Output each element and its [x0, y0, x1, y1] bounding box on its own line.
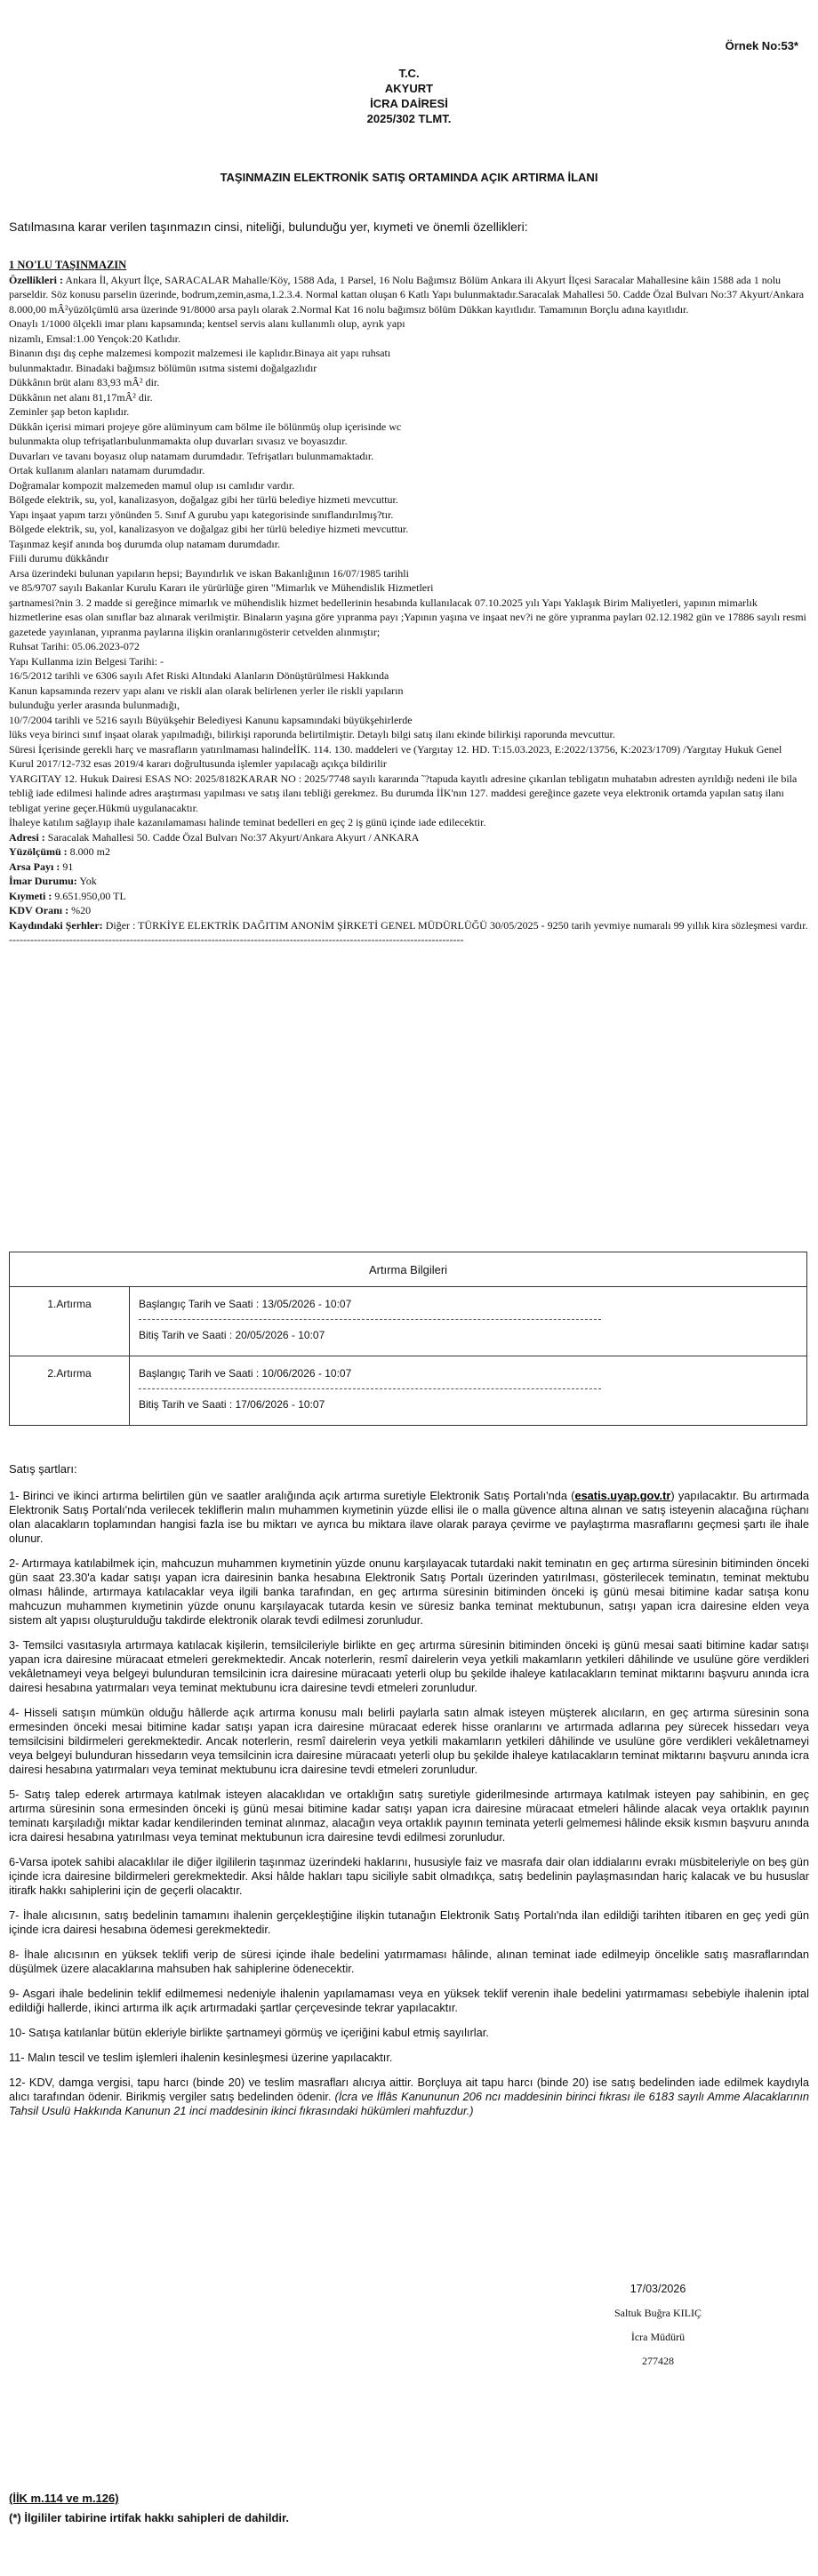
features-text: Ankara İl, Akyurt İlçe, SARACALAR Mahalle/Köy, 1588 Ada, 1 Parsel, 16 Nolu Bağımsız Bölüm Ankara ili Akyurt İlçesi Saracalar Mahallesine kâin 1588 ada 1 nolu parseldir. Söz konusu parselin üzerinde, bodrum,zemin,asma,1.2.3.4. Normal kattan oluşan 6 Katlı Yapı bulunmaktadır.Saracalak Mahallesi 50. Cadde Özal Bulvarı No:37 Akyurt/Ankara — [9, 273, 805, 300]
header-line: T.C. — [398, 67, 420, 80]
property-detail-line: İhaleye katılım sağlayıp ihale kazanılamaması halinde teminat bedelleri en geç 2 iş günü içinde iade edilecektir. — [9, 816, 486, 828]
law-reference: (İİK m.114 ve m.126) — [9, 2492, 119, 2505]
property-address — [9, 830, 809, 845]
condition-item: 2- Artırmaya katılabilmek için, mahcuzun muhammen kıymetinin yüzde onunu karşılayacak tutardaki nakit teminatın en geç artırma süresinin bitiminden önceki gün saat 23.30'a kadar satışı yapan icra dairesinin banka hesabına Elektronik Satış Portalı üzerinden yatırılması, gösterilecek teminatın, teminat mektubu olması hâlinde, artırmaya katılacaklar veya ilgili banka tarafından, en geç artırma süresinin bitiminden önceki iş günü mesai bitimine kadar satışa konu mahcuzun muhammen kıymetinin yüzde onunu karşılayacak tutarda kesin ve süresiz banka teminat mektubunun, satışı yapan icra dairesine elden veya sistem alt yapısı oluşturulduğu takdirde elektronik olarak tevdi edilmesi zorunludur. — [9, 1556, 809, 1627]
condition-item: 6-Varsa ipotek sahibi alacaklılar ile diğer ilgililerin taşınmaz üzerindeki haklarını, hususiyle faiz ve masrafa dair olan iddialarını evrakı müsbiteleriyle on beş gün içinde icra dairesine bildirmeleri gerekmektedir. Aksi hâlde hakları tapu siciliyle sabit olmadıkça, satış bedelinin paylaşmasından hariç kalacak ve bu hususlar itirafk hakkı sahiplerini için de geçerli olacaktır. — [9, 1855, 809, 1897]
signer-name: Saltuk Buğra KILIÇ — [614, 2307, 702, 2319]
property-share — [9, 860, 809, 875]
property-detail-line: Ortak kullanım alanları natamam durumdadır. — [9, 464, 205, 476]
property-detail-line: Kanun kapsamında rezerv yapı alanı ve riskli alan olarak belirlenen yerler ile riskli yapıların — [9, 684, 404, 697]
sample-number: Örnek No:53* — [725, 39, 798, 52]
footer-notes — [9, 2489, 289, 2528]
condition-item: 8- İhale alıcısının en yüksek teklifi verip de süresi içinde ihale bedelini yatırmaması hâlinde, alınan teminat iade edilmeyip öncelikle satış masraflarından düşülmek üzere alacaklarına mahsuben hak sahiplerine ödenecektir. — [9, 1948, 809, 1975]
property-detail-line: Yapı inşaat yapım tarzı yönünden 5. Sınıf A gurubu yapı kategorisinde sınıflandırılmış?tır. — [9, 508, 394, 521]
dashed-divider — [139, 1388, 601, 1389]
property-detail-line: Dükkân içerisi mimari projeye göre alüminyum cam bölme ile bölünmüş olup içerisinde wc — [9, 420, 402, 433]
property-detail-line: Süresi İçerisinde gerekli harç ve masrafların yatırılmaması halindeİİK. 114. 130. maddeleri ve (Yargıtay 12. HD. T:15.03.2023, E:2022/13756, K:2023/1709) /Yargıtay Hukuk Genel Kurul 2017/12-732 esas 2019/4 kararı doğrultusunda işlemler yapılacağı açıkça bildirilir — [9, 742, 782, 770]
property-detail-line: ve 85/9707 sayılı Bakanlar Kurulu Kararı ile yürürlüğe giren "Mimarlık ve Mühendislik Hizmetleri — [9, 581, 434, 594]
value-label: Kıymeti : — [9, 889, 52, 902]
registered-label: Kaydındaki Şerhler: — [9, 918, 103, 932]
condition-list — [9, 1556, 809, 2065]
auction-row — [10, 1356, 807, 1426]
property-detail-line: YARGITAY 12. Hukuk Dairesi ESAS NO: 2025/8182KARAR NO : 2025/7748 sayılı kararında ˜?tapuda kayıtlı adresine çıkarılan tebligatın muhatabın adresten ayrıldığı nedeni ile bila tebliğ iade edilmesi halinde adres araştırması yapılması ve satış ilanı tebliği gerekmez. Bu durumda İİK'nın 127. maddesi gereğince gazete veya elektronik ortamda yapılan satış ilanı tebligat yerine geçer.Hükmü uygulanacaktır. — [9, 772, 798, 814]
auction-dates — [130, 1356, 807, 1426]
condition-text: ) yapılacaktır. Bu artırmada Elektronik Satış Portalı'nda verilecek tekliflerin malın muhammen kıymetinin yüzde ellisi ile o malla güvence altına alınan ve satış isteyenin alacağına rüçhanı olan alacakların toplamından hangisi fazla ise bu miktarı ve ayrıca bu miktara ilave olarak paraya çevirme ve paylaştırma masraflarını geçmesi şartı ile ihale olunur. — [9, 1489, 810, 1545]
header-line: İCRA DAİRESİ — [370, 97, 448, 110]
auction-table-title: Artırma Bilgileri — [10, 1252, 807, 1287]
signature-date: 17/03/2026 — [630, 2283, 686, 2295]
property-detail-line: Dükkânın net alanı 81,17mÂ² dir. — [9, 390, 153, 404]
auction-round-label: 1.Artırma — [10, 1287, 130, 1356]
property-features — [9, 273, 809, 302]
esatis-link[interactable]: esatis.uyap.gov.tr — [574, 1489, 671, 1502]
condition-item — [9, 2076, 809, 2118]
auction-start: Başlangıç Tarih ve Saati : 10/06/2026 - 10:07 — [139, 1367, 352, 1380]
property-detail-line: lüks veya birinci sınıf inşaat olarak yapılmadığı, bilirkişi raporunda belirtilmiştir. Detaylı bilgi satış ilanı ekinde bilirkişi raporunda mevcuttur. — [9, 728, 615, 740]
intro-text: Satılmasına karar verilen taşınmazın cinsi, niteliği, bulunduğu yer, kıymeti ve önemli özellikleri: — [9, 220, 528, 234]
auction-row — [10, 1287, 807, 1356]
conditions-title: Satış şartları: — [9, 1462, 77, 1476]
auction-info-table — [9, 1252, 807, 1426]
property-detail-line: nizamlı, Emsal:1.00 Yençok:20 Katlıdır. — [9, 332, 180, 345]
property-detail-line: Arsa üzerindeki bulunan yapıların hepsi; Bayındırlık ve iskan Bakanlığının 16/07/1985 tarihli — [9, 566, 409, 580]
condition-item — [9, 1489, 809, 1546]
property-detail-line: 10/7/2004 tarihli ve 5216 sayılı Büyükşehir Belediyesi Kanunu kapsamındaki büyükşehirlerde — [9, 713, 413, 726]
condition-item: 3- Temsilci vasıtasıyla artırmaya katılacak kişilerin, temsilcileriyle birlikte en geç artırma süresinin bitiminden önceki iş günü mesai saati bitimine kadar satışı yapan icra dairesine müracaat etmeleri gerekmektedir. Ancak noterlerin, resmî dairelerin veya yetkili makamların yetkileri dâhilinde ve usulüne göre verdikleri vekâletnameyi veya belgeyi bulunduran temsilcinin icra dairesine müracaatı yeterli olup bu şekilde ihaleye katılacakların teminat miktarını başvuru anında icra dairesi hesabına yatırmaları veya teminat mektubunu icra dairesine tevdi etmeleri zorunludur. — [9, 1638, 809, 1694]
property-detail-line: Taşınmaz keşif anında boş durumda olup natamam durumdadır. — [9, 537, 281, 550]
property-area — [9, 844, 809, 860]
property-detail-line: bulunmakta olup tefrişatlarıbulunmamakta olup duvarları sıvasız ve boyasızdır. — [9, 435, 348, 447]
sale-conditions — [9, 1462, 809, 2129]
separator-line: -------------------------------------------------------------------------------------------------------------------------------- — [9, 933, 464, 946]
vat-label: KDV Oranı : — [9, 904, 69, 916]
property-detail-line: bulunduğu yerler arasında bulunmadığı, — [9, 699, 180, 711]
signer-number: 277428 — [642, 2355, 674, 2367]
property-detail-line: Ruhsat Tarihi: 05.06.2023-072 — [9, 640, 140, 652]
features-label: Özellikleri : — [9, 273, 63, 286]
property-detail-line: Onaylı 1/1000 ölçekli imar planı kapsamında; kentsel servis alanı kullanımlı olup, ayrık yapı — [9, 317, 405, 330]
property-detail-line: 16/5/2012 tarihli ve 6306 sayılı Afet Riski Altındaki Alanların Dönüştürülmesi Hakkında — [9, 669, 389, 682]
share-label: Arsa Payı : — [9, 860, 60, 873]
property-section — [9, 258, 809, 948]
condition-text: 1- Birinci ve ikinci artırma belirtilen gün ve saatler aralığında açık artırma suretiyle Elektronik Satış Portalı'nda ( — [9, 1489, 575, 1502]
condition-item: 7- İhale alıcısının, satış bedelinin tamamını ihalenin gerçekleştiğine ilişkin tutanağın Elektronik Satış Portalı'nda ilan edildiği tarihten itibaren en geç yedi gün içinde icra dairesi hesabına ödemesi gerekmektedir. — [9, 1908, 809, 1936]
property-zoning — [9, 874, 809, 889]
vat-value: %20 — [68, 904, 92, 916]
footer-note: (*) İlgililer tabirine irtifak hakkı sahipleri de dahildir. — [9, 2511, 289, 2524]
condition-item: 11- Malın tescil ve teslim işlemleri ihalenin kesinleşmesi üzerine yapılacaktır. — [9, 2051, 393, 2064]
auction-dates — [130, 1287, 807, 1356]
property-detail-line: şartnamesi?nin 3. 2 madde si gereğince mimarlık ve mühendislik hizmet bedellerinin hesabında kullanılacak 07.10.2025 yılı Yapı Yaklaşık Birim Maliyetleri, yapının mimarlık hizmetlerine esas olan sınıflar baz alınarak verilmiştir. Binaların yaşına göre yıpranma payı ;Yapının yaşına ve inşaat nev?i ne göre yıpranma payları 02.12.1982 gün ve 17886 sayılı resmi gazetede yayınlanan, yıpranma paylarına ilişkin oranlarınıgösterir cetvelden alınmıştır; — [9, 596, 806, 638]
header-line: AKYURT — [384, 82, 434, 95]
signature-block — [533, 2277, 782, 2373]
condition-item: 9- Asgari ihale bedelinin teklif edilmemesi nedeniyle ihalenin yapılamaması veya en yüksek teklif verenin ihale bedelini yatırmaması sebebiyle ihalenin iptal edildiği hallerde, ikinci artırma ilk açık artırmadaki şartlar çerçevesinde tekrar yapılacaktır. — [9, 1987, 809, 2014]
property-detail-line: Bölgede elektrik, su, yol, kanalizasyon, doğalgaz gibi her türlü belediye hizmeti mevcuttur. — [9, 493, 398, 506]
area-label: Yüzölçümü : — [9, 845, 68, 858]
address-label: Adresi : — [9, 830, 45, 844]
document-header — [0, 66, 818, 126]
property-lines — [9, 302, 809, 830]
condition-text: 12- KDV, damga vergisi, tapu harcı (binde 20) ve teslim masrafları alıcıya aittir. Borçluya ait tapu harcı (binde 20) ise satış bedelinden iade edilmek kaydıyla alıcı tarafından ödenir. Birikmiş vergiler satış bedelinden ödenir. — [9, 2076, 809, 2103]
signer-title: İcra Müdürü — [630, 2331, 686, 2343]
zoning-label: İmar Durumu: — [9, 875, 77, 887]
condition-italic-note: (İcra ve İflâs Kanununun 206 ncı maddesinin birinci fıkrası ile 6183 sayılı Amme Alacaklarının Tahsil Usulü Hakkında Kanunun 21 inci maddesinin ikinci fıkrasındaki hükümleri mahfuzdur.) — [9, 2090, 809, 2117]
auction-end: Bitiş Tarih ve Saati : 20/05/2026 - 10:07 — [139, 1329, 325, 1341]
auction-round-label: 2.Artırma — [10, 1356, 130, 1426]
property-detail-line: Bölgede elektrik, su, yol, kanalizasyon ve doğalgaz gibi her türlü belediye hizmeti mevcuttur. — [9, 523, 409, 535]
area-value: 8.000 m2 — [67, 845, 111, 858]
property-detail-line: Yapı Kullanma izin Belgesi Tarihi: - — [9, 654, 164, 668]
property-vat — [9, 903, 809, 918]
property-detail-line: bulunmaktadır. Binadaki bağımsız bölümün ısıtma sistemi doğalgazlıdır — [9, 361, 317, 374]
property-detail-line: Zeminler şap beton kaplıdır. — [9, 405, 130, 418]
dashed-divider — [139, 1319, 601, 1320]
condition-item: 10- Satışa katılanlar bütün ekleriyle birlikte şartnameyi görmüş ve içeriğini kabul etmiş sayılırlar. — [9, 2026, 489, 2039]
property-detail-line: Doğramalar kompozit malzemeden mamul olup ısı camlıdır vardır. — [9, 478, 295, 492]
address-value: Saracalak Mahallesi 50. Cadde Özal Bulvarı No:37 Akyurt/Ankara Akyurt / ANKARA — [44, 830, 420, 844]
condition-item: 5- Satış talep ederek artırmaya katılmak isteyen alacaklıdan ve ortaklığın satış suretiyle giderilmesinde artırmaya katılmak isteyen pay sahibinin, en geç artırma süresinin sona ermesinden önceki iş günü mesai bitimine kadar satışı yapan icra dairesine müracaat etmeleri hâlinde alacak veya ortaklık payının teminatı karşıladığı miktar kadar kendilerinden teminat alınmaz, alacağın veya ortaklık payının teminata yeterli gelmemesi hâlinde eksik kısmın başvuru anında icra dairesi hesabına yatırılması veya teminat mektubunun icra dairesine tevdi edilmesi zorunludur. — [9, 1788, 809, 1844]
property-detail-line: Duvarları ve tavanı boyasız olup natamam durumdadır. Tefrişatları bulunmamaktadır. — [9, 449, 374, 462]
property-registered — [9, 918, 809, 933]
share-value: 91 — [60, 860, 74, 873]
property-heading: 1 NO'LU TAŞINMAZIN — [9, 259, 127, 271]
registered-value: Diğer : TÜRKİYE ELEKTRİK DAĞITIM ANONİM ŞİRKETİ GENEL MÜDÜRLÜĞÜ 30/05/2025 - 9250 tarih yevmiye numaralı 99 yıllık kira sözleşmesi vardır. — [102, 918, 808, 932]
property-detail-line: Fiili durumu dükkândır — [9, 552, 108, 564]
property-detail-line: Dükkânın brüt alanı 83,93 mÂ² dir. — [9, 376, 160, 388]
property-value — [9, 889, 809, 904]
zoning-value: Yok — [76, 875, 97, 887]
property-detail-line: Binanın dışı dış cephe malzemesi kompozit malzemesi ile kaplıdır.Binaya ait yapı ruhsatı — [9, 347, 391, 359]
property-detail-line: 8.000,00 mÂ²yüzölçümlü arsa üzerinde 91/8000 arsa paylı olarak 2.Normal Kat 16 nolu bağımsız bölüm Dükkan kayıtlıdır. Tamamının Borçlu adına kayıtlıdır. — [9, 302, 689, 316]
document-title: TAŞINMAZIN ELEKTRONİK SATIŞ ORTAMINDA AÇIK ARTIRMA İLANI — [220, 171, 598, 184]
header-line: 2025/302 TLMT. — [366, 112, 452, 125]
condition-item: 4- Hisseli satışın mümkün olduğu hâllerde açık artırma konusu malı belirli paylarla satın almak isteyen müşterek alıcıların, en geç artırma süresinin sona ermesinden önceki mesai bitimine kadar satışı yapan icra dairesine müracaat ederek hisse oranlarını ve artırmada adlarına pey sürecek hissedarı veya temsilcisini bildirmeleri gerekmektedir. Ancak noterlerin, resmî dairelerin veya yetkili makamların yetkileri dâhilinde ve usulüne göre verdikleri vekâletnameyi veya belgeyi bulunduran hissedarın veya temsilcinin icra dairesine müracaatı yeterli olup bu şekilde ihaleye katılacakların teminat miktarını başvuru anında icra dairesi hesabına yatırmaları veya teminat mektubunu icra dairesine tevdi etmeleri zorunludur. — [9, 1706, 809, 1776]
value-amount: 9.651.950,00 TL — [52, 889, 126, 902]
auction-end: Bitiş Tarih ve Saati : 17/06/2026 - 10:07 — [139, 1398, 325, 1411]
auction-start: Başlangıç Tarih ve Saati : 13/05/2026 - 10:07 — [139, 1298, 352, 1310]
